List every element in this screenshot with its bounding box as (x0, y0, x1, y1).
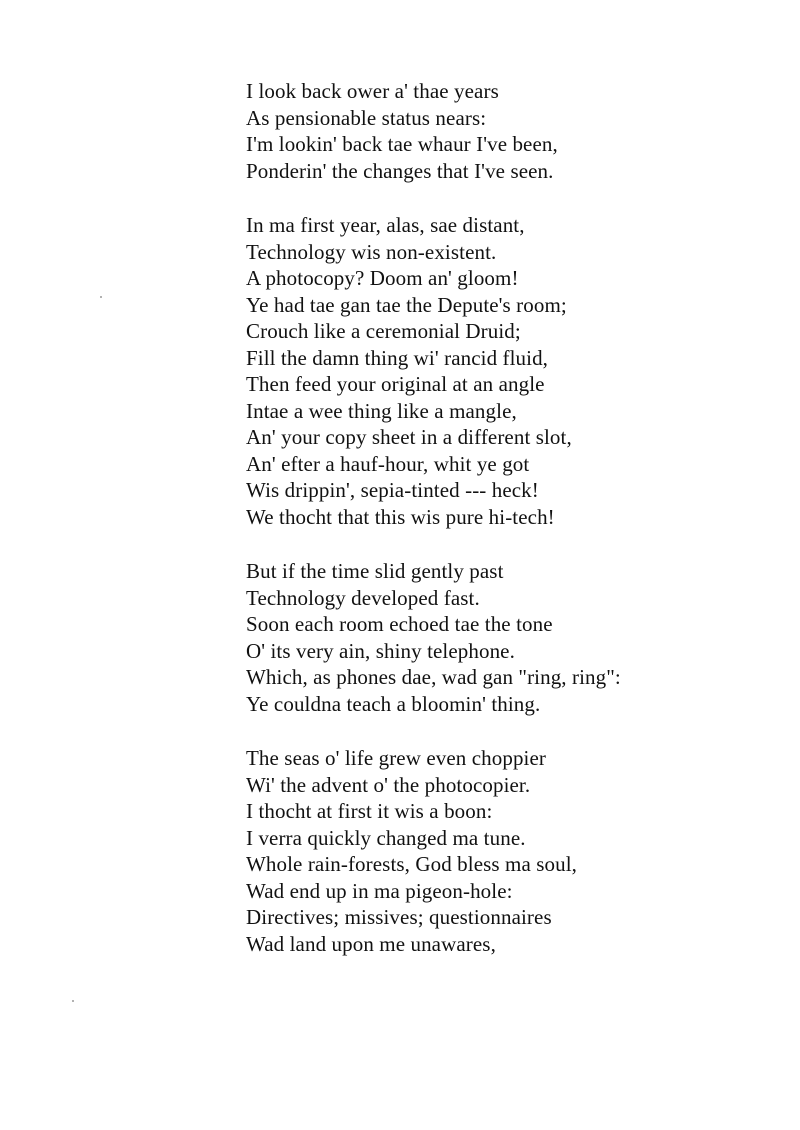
poem-line: Ponderin' the changes that I've seen. (246, 158, 554, 183)
poem-line: Technology developed fast. (246, 585, 480, 610)
poem-line: Wad land upon me unawares, (246, 931, 496, 956)
poem-line: Technology wis non-existent. (246, 239, 497, 264)
stanza-3 (246, 558, 766, 717)
stanza-2 (246, 212, 766, 530)
scan-speck (72, 1000, 74, 1002)
poem-line: As pensionable status nears: (246, 105, 487, 130)
poem-line: A photocopy? Doom an' gloom! (246, 266, 519, 290)
poem-line: Wi' the advent o' the photocopier. (246, 772, 531, 797)
poem-line: Ye had tae gan tae the Depute's room; (246, 292, 567, 317)
poem-line: I look back ower a' thae years (246, 79, 499, 103)
poem-line: The seas o' life grew even choppier (246, 746, 546, 770)
stanza-4 (246, 745, 766, 957)
poem-line: Fill the damn thing wi' rancid fluid, (246, 345, 549, 370)
poem-line: Which, as phones dae, wad gan "ring, ring": (246, 665, 621, 689)
poem-line: Wad end up in ma pigeon-hole: (246, 878, 513, 903)
poem-line: I thocht at first it wis a boon: (246, 799, 493, 823)
poem-line: O' its very ain, shiny telephone. (246, 638, 515, 663)
poem-line: Intae a wee thing like a mangle, (246, 398, 517, 423)
poem-line: Then feed your original at an angle (246, 372, 545, 396)
poem-line: Crouch like a ceremonial Druid; (246, 319, 521, 343)
poem-line: But if the time slid gently past (246, 559, 504, 583)
poem-line: In ma first year, alas, sae distant, (246, 213, 525, 237)
poem-line: Soon each room echoed tae the tone (246, 612, 553, 636)
poem-line: Wis drippin', sepia-tinted --- heck! (246, 478, 539, 502)
scan-speck (100, 296, 102, 298)
poem-line: I'm lookin' back tae whaur I've been, (246, 132, 558, 156)
poem-line: I verra quickly changed ma tune. (246, 825, 526, 850)
poem-line: An' efter a hauf-hour, whit ye got (246, 451, 530, 476)
poem-line: An' your copy sheet in a different slot, (246, 425, 572, 449)
poem-line: Directives; missives; questionnaires (246, 905, 552, 929)
poem-body (246, 78, 766, 985)
poem-line: Whole rain-forests, God bless ma soul, (246, 852, 577, 876)
poem-line: Ye couldna teach a bloomin' thing. (246, 691, 541, 716)
stanza-1 (246, 78, 766, 184)
poem-line: We thocht that this wis pure hi-tech! (246, 504, 555, 529)
